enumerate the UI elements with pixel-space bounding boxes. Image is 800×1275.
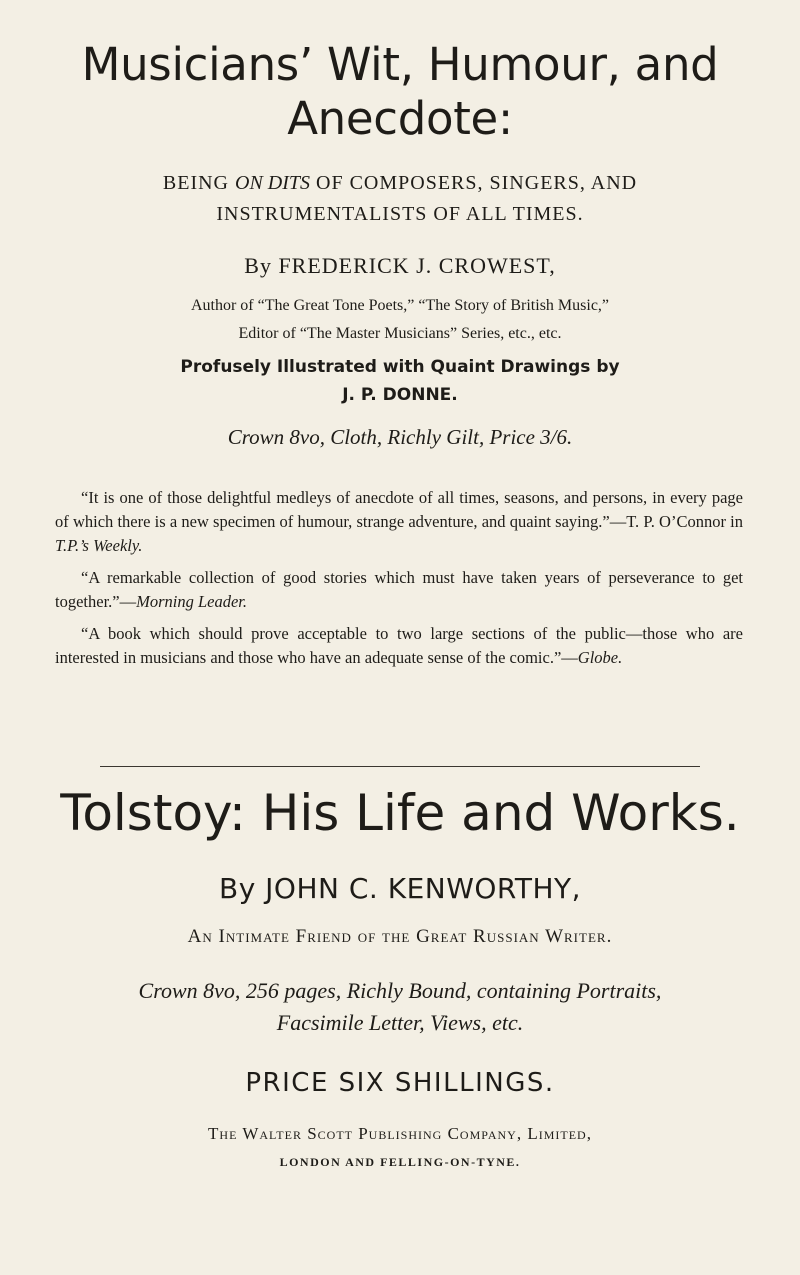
review-3 — [55, 622, 743, 670]
review-2 — [55, 566, 743, 614]
ad1-subtitle-pre: BEING — [162, 172, 235, 194]
ad2-description: An Intimate Friend of the Great Russian Writer. — [187, 926, 613, 947]
ad1-subtitle-line2: INSTRUMENTALISTS OF ALL TIMES. — [216, 203, 584, 225]
ad1-subtitle-italic: ON DITS — [235, 172, 311, 194]
ad1-credits — [40, 292, 760, 348]
ad2-specification — [40, 975, 760, 1039]
ad1-title-line1: Musicians’ Wit, Humour, and — [81, 38, 719, 91]
review-2-source: Morning Leader. — [136, 592, 248, 611]
ad1-illustrated-line2: J. P. DONNE. — [342, 385, 458, 405]
ad2-title: Tolstoy: His Life and Works. — [60, 784, 740, 842]
review-2-quote: “A remarkable collection of good stories which must have taken years of perseverance to get together.”— — [55, 568, 743, 611]
review-1 — [55, 486, 743, 558]
ad1-illustrations — [40, 353, 760, 409]
ad2-price: PRICE SIX SHILLINGS. — [245, 1068, 555, 1098]
review-3-quote: “A book which should prove acceptable to two large sections of the public—those who are interested in musicians and those who have an adequate sense of the comic.”— — [55, 624, 743, 667]
reviews — [55, 486, 743, 678]
section-divider — [100, 766, 700, 767]
review-1-quote: “It is one of those delightful medleys of anecdote of all times, seasons, and persons, in every page of which there is a new specimen of humour, strange adventure, and quaint saying.”—T. P. O’Connor in — [55, 488, 743, 531]
ad2-spec-line2: Facsimile Letter, Views, etc. — [276, 1010, 524, 1035]
review-3-source: Globe. — [577, 648, 623, 667]
ad1-author: By FREDERICK J. CROWEST, — [244, 253, 556, 278]
publisher-place: LONDON AND FELLING-ON-TYNE. — [279, 1155, 521, 1169]
publisher-name: The Walter Scott Publishing Company, Limited, — [208, 1124, 592, 1143]
ad1-subtitle-post: OF COMPOSERS, SINGERS, AND — [310, 172, 638, 194]
review-1-source: T.P.’s Weekly. — [55, 536, 143, 555]
ad1-credits-line1: Author of “The Great Tone Poets,” “The Story of British Music,” — [190, 297, 610, 314]
ad2-spec-line1: Crown 8vo, 256 pages, Richly Bound, containing Portraits, — [138, 978, 662, 1003]
ad1-illustrated-line1: Profusely Illustrated with Quaint Drawings by — [180, 357, 620, 377]
ad1-subtitle-line1 — [60, 168, 740, 199]
ad1-price: Crown 8vo, Cloth, Richly Gilt, Price 3/6. — [227, 425, 573, 449]
ad2-author: By JOHN C. KENWORTHY, — [218, 872, 582, 905]
ad1-subtitle — [60, 168, 740, 230]
ad1-title-line2: Anecdote: — [287, 92, 513, 145]
ad1-title — [40, 38, 760, 146]
ad1-credits-line2: Editor of “The Master Musicians” Series, etc., etc. — [238, 325, 562, 342]
